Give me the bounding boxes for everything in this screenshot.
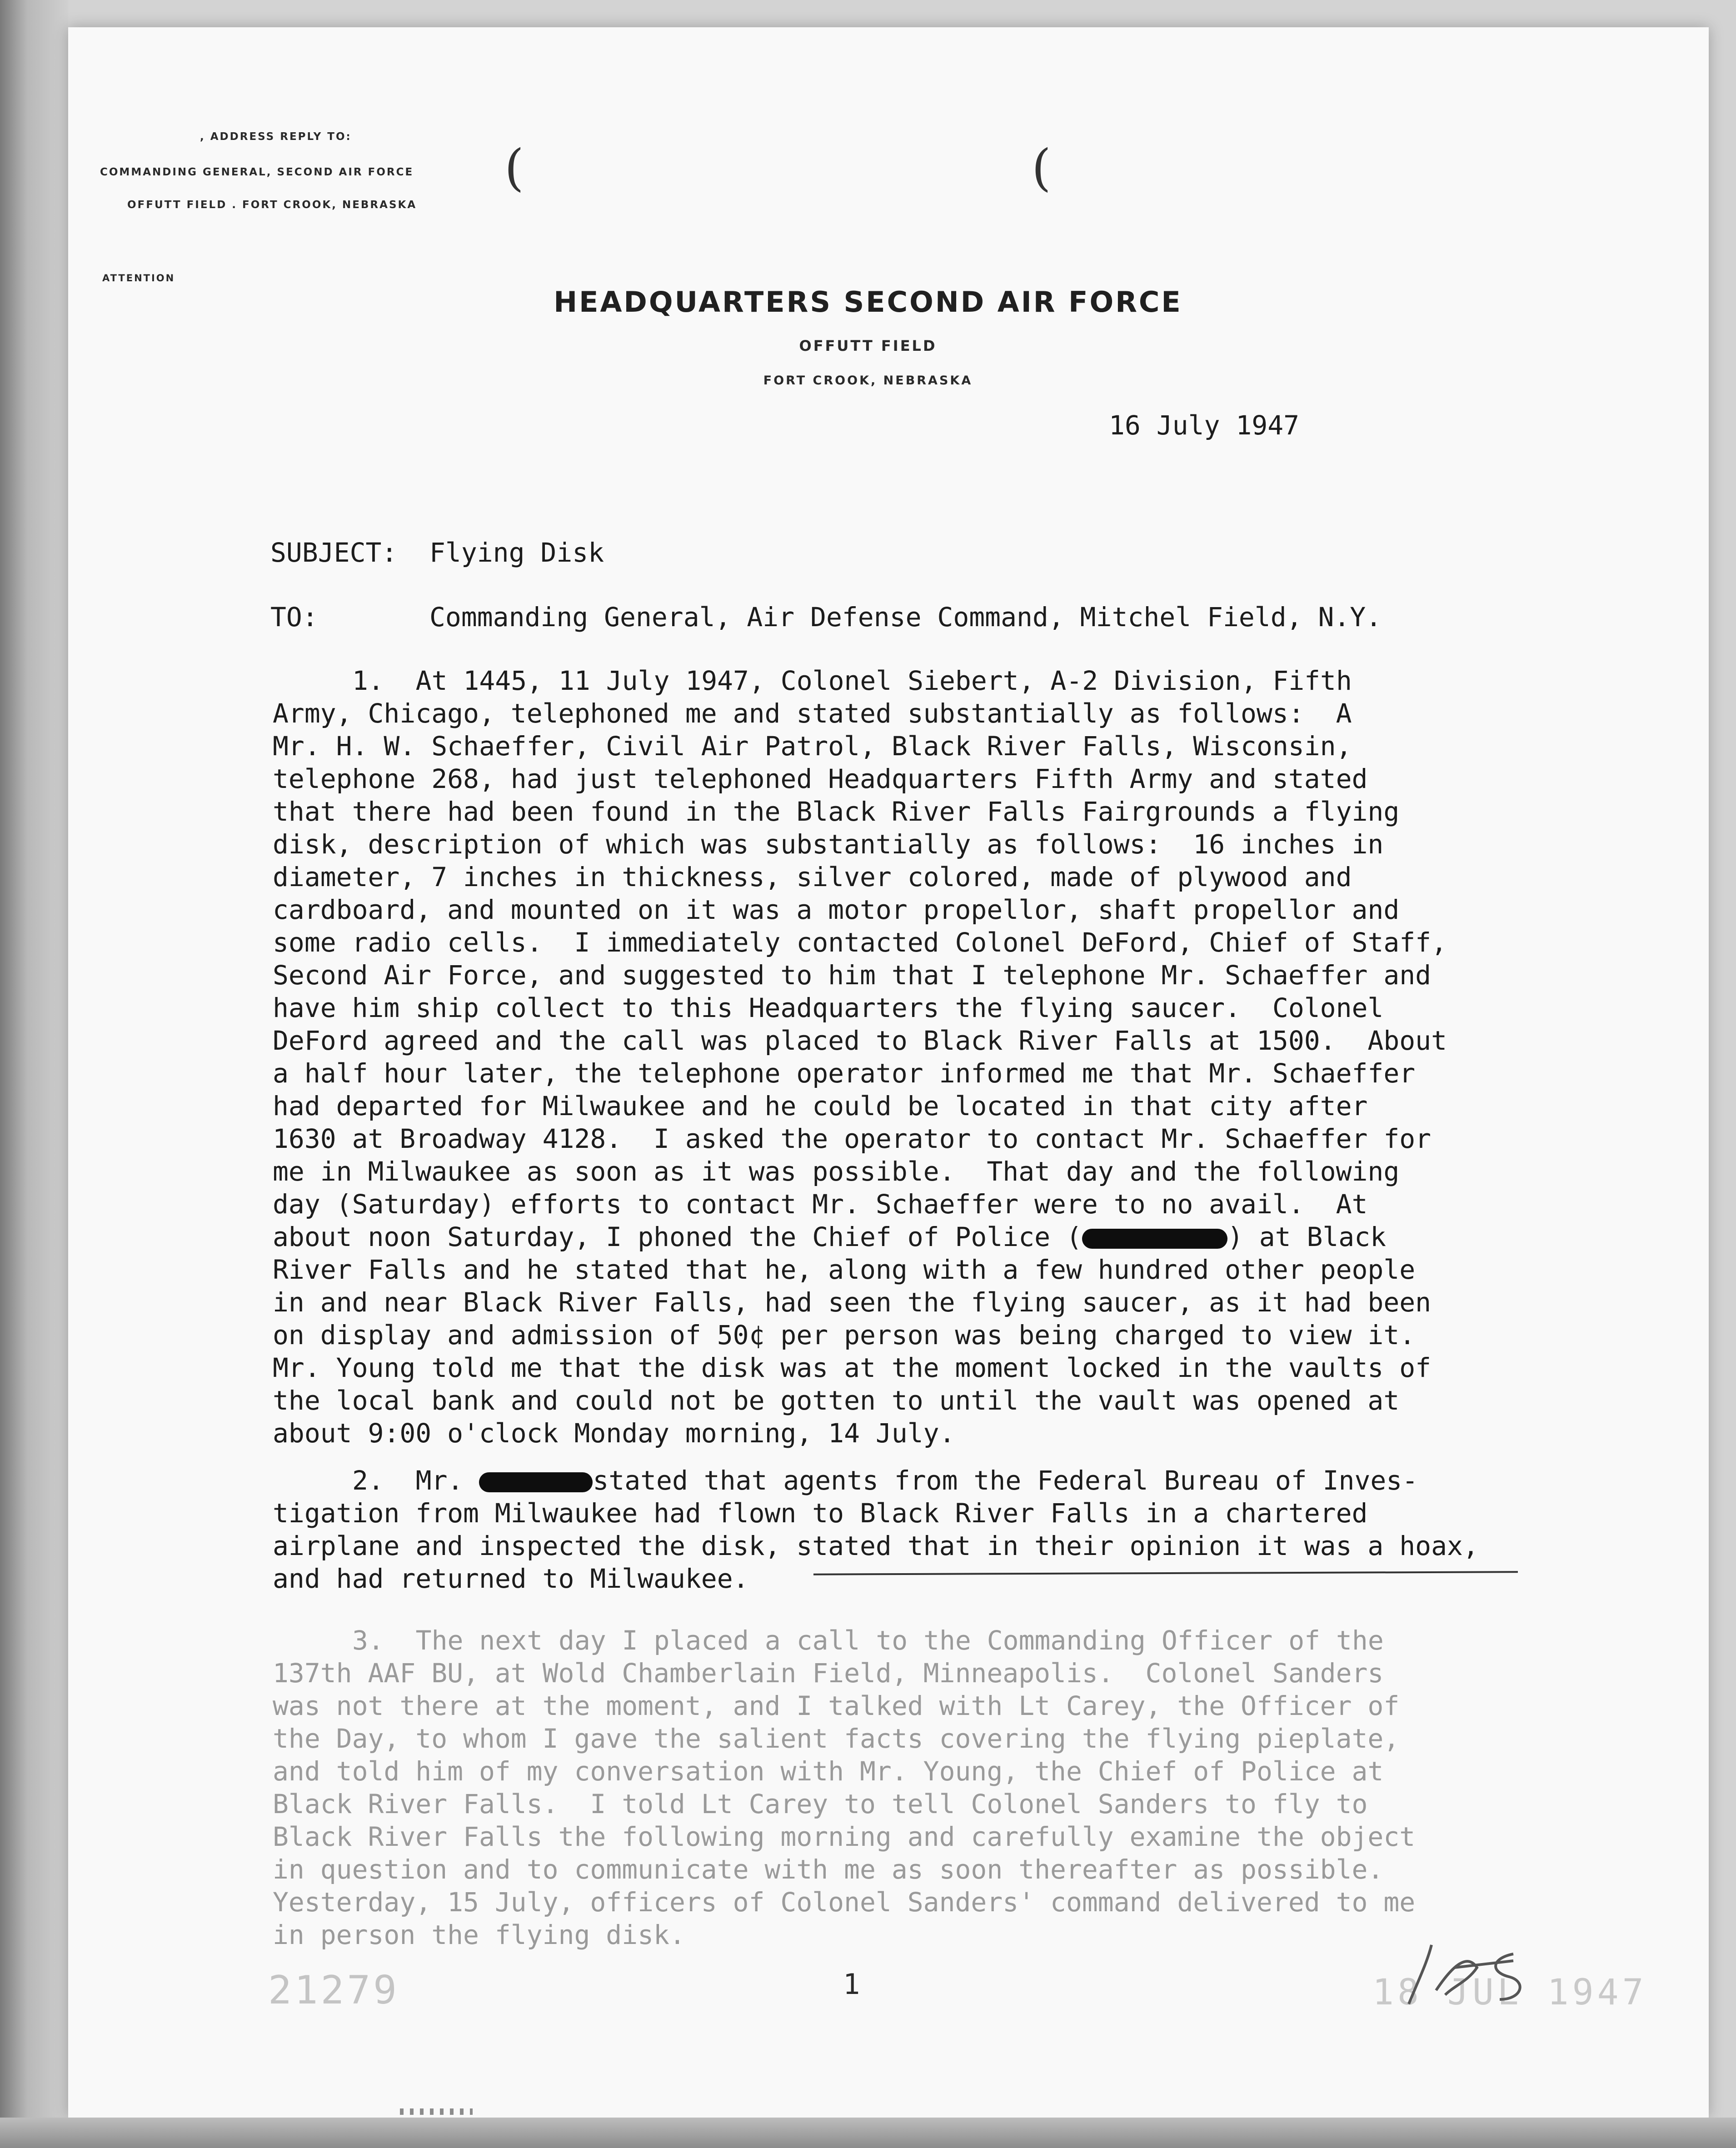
paragraph-line: and had returned to Milwaukee. xyxy=(273,1563,749,1594)
paragraph-line: in person the flying disk. xyxy=(273,1919,685,1950)
paragraph-line: telephone 268, had just telephoned Headquarters Fifth Army and stated xyxy=(273,763,1368,794)
paragraph-line-redacted xyxy=(352,1464,1418,1497)
to-label: TO: xyxy=(270,602,318,633)
paragraph-line: on display and admission of 50¢ per person was being charged to view it. xyxy=(273,1320,1416,1351)
paragraph-line: Black River Falls. I told Lt Carey to tell Colonel Sanders to fly to xyxy=(273,1789,1368,1819)
page-number: 1 xyxy=(843,1968,860,2001)
letterhead-location: FORT CROOK, NEBRASKA xyxy=(763,374,973,388)
paragraph-line: the local bank and could not be gotten to until the vault was opened at xyxy=(273,1385,1400,1416)
document-stamp-number: 21279 xyxy=(268,1968,399,2013)
paragraph-line: 137th AAF BU, at Wold Chamberlain Field, Minneapolis. Colonel Sanders xyxy=(273,1658,1384,1689)
attention-label: ATTENTION xyxy=(102,273,175,284)
redaction-mark xyxy=(1082,1229,1227,1249)
paragraph-line: diameter, 7 inches in thickness, silver colored, made of plywood and xyxy=(273,862,1352,892)
paragraph-line: a half hour later, the telephone operator informed me that Mr. Schaeffer xyxy=(273,1058,1416,1089)
subject-label: SUBJECT: xyxy=(270,537,398,568)
paragraph-2-after: stated that agents from the Federal Bureau of Inves- xyxy=(593,1465,1418,1496)
paragraph-line: Mr. Young told me that the disk was at the moment locked in the vaults of xyxy=(273,1352,1432,1383)
subject-value: Flying Disk xyxy=(429,537,604,568)
to-value: Commanding General, Air Defense Command, Mitchel Field, N.Y. xyxy=(429,602,1382,633)
paragraph-line: airplane and inspected the disk, stated that in their opinion it was a hoax, xyxy=(273,1530,1479,1561)
paragraph-line: 1. At 1445, 11 July 1947, Colonel Siebert, A-2 Division, Fifth xyxy=(352,665,1352,696)
address-line-2: OFFUTT FIELD . FORT CROOK, NEBRASKA xyxy=(127,199,417,211)
paragraph-line: day (Saturday) efforts to contact Mr. Schaeffer were to no avail. At xyxy=(273,1189,1368,1220)
left-bracket: ( xyxy=(504,139,524,197)
paragraph-line: in and near Black River Falls, had seen the flying saucer, as it had been xyxy=(273,1287,1432,1318)
paragraph-line: me in Milwaukee as soon as it was possible. That day and the following xyxy=(273,1156,1400,1187)
paragraph-line: had departed for Milwaukee and he could be located in that city after xyxy=(273,1091,1368,1121)
address-line-1: COMMANDING GENERAL, SECOND AIR FORCE xyxy=(100,166,414,178)
paragraph-line: disk, description of which was substantially as follows: 16 inches in xyxy=(273,829,1384,860)
paragraph-line: the Day, to whom I gave the salient facts covering the flying pieplate, xyxy=(273,1723,1400,1754)
paragraph-line: Black River Falls the following morning and carefully examine the object xyxy=(273,1821,1416,1852)
paragraph-line: Second Air Force, and suggested to him that I telephone Mr. Schaeffer and xyxy=(273,960,1432,991)
paragraph-line: DeFord agreed and the call was placed to Black River Falls at 1500. About xyxy=(273,1025,1447,1056)
letter-date: 16 July 1947 xyxy=(1109,410,1300,441)
redaction-mark xyxy=(479,1472,593,1492)
paragraph-line: some radio cells. I immediately contacted Colonel DeFord, Chief of Staff, xyxy=(273,927,1447,958)
address-reply-label: , ADDRESS REPLY TO: xyxy=(200,131,352,143)
paragraph-line: 1630 at Broadway 4128. I asked the operator to contact Mr. Schaeffer for xyxy=(273,1123,1432,1154)
police-text-before: about noon Saturday, I phoned the Chief of Police ( xyxy=(273,1221,1082,1252)
paragraph-line: Yesterday, 15 July, officers of Colonel Sanders' command delivered to me xyxy=(273,1887,1416,1918)
paragraph-line: have him ship collect to this Headquarters the flying saucer. Colonel xyxy=(273,992,1384,1023)
paragraph-line: Mr. H. W. Schaeffer, Civil Air Patrol, Black River Falls, Wisconsin, xyxy=(273,731,1352,762)
paragraph-line: in question and to communicate with me as soon thereafter as possible. xyxy=(273,1854,1384,1885)
police-text-after: ) at Black xyxy=(1227,1221,1387,1252)
paragraph-line: that there had been found in the Black River Falls Fairgrounds a flying xyxy=(273,796,1400,827)
scan-left-edge xyxy=(0,0,68,2148)
scan-artifact xyxy=(400,2108,473,2115)
paragraph-line: cardboard, and mounted on it was a motor propellor, shaft propellor and xyxy=(273,894,1400,925)
right-bracket: ( xyxy=(1032,139,1051,197)
paragraph-line: tigation from Milwaukee had flown to Black River Falls in a chartered xyxy=(273,1498,1368,1529)
paragraph-line-police xyxy=(273,1221,1386,1253)
paragraph-line: River Falls and he stated that he, along with a few hundred other people xyxy=(273,1254,1416,1285)
paragraph-line: 3. The next day I placed a call to the Commanding Officer of the xyxy=(352,1625,1384,1656)
letterhead-title: HEADQUARTERS SECOND AIR FORCE xyxy=(554,285,1182,319)
handwritten-initials xyxy=(1400,1936,1545,2008)
paragraph-line: was not there at the moment, and I talked with Lt Carey, the Officer of xyxy=(273,1690,1400,1721)
letterhead-field: OFFUTT FIELD xyxy=(799,337,937,354)
paragraph-line: and told him of my conversation with Mr. Young, the Chief of Police at xyxy=(273,1756,1384,1787)
paragraph-2-before: 2. Mr. xyxy=(352,1465,479,1496)
scan-bottom-edge xyxy=(0,2118,1736,2148)
received-date-stamp: 18 JUL 1947 xyxy=(1372,1972,1647,2013)
paragraph-line: Army, Chicago, telephoned me and stated substantially as follows: A xyxy=(273,698,1352,729)
paragraph-line: about 9:00 o'clock Monday morning, 14 July. xyxy=(273,1418,955,1449)
